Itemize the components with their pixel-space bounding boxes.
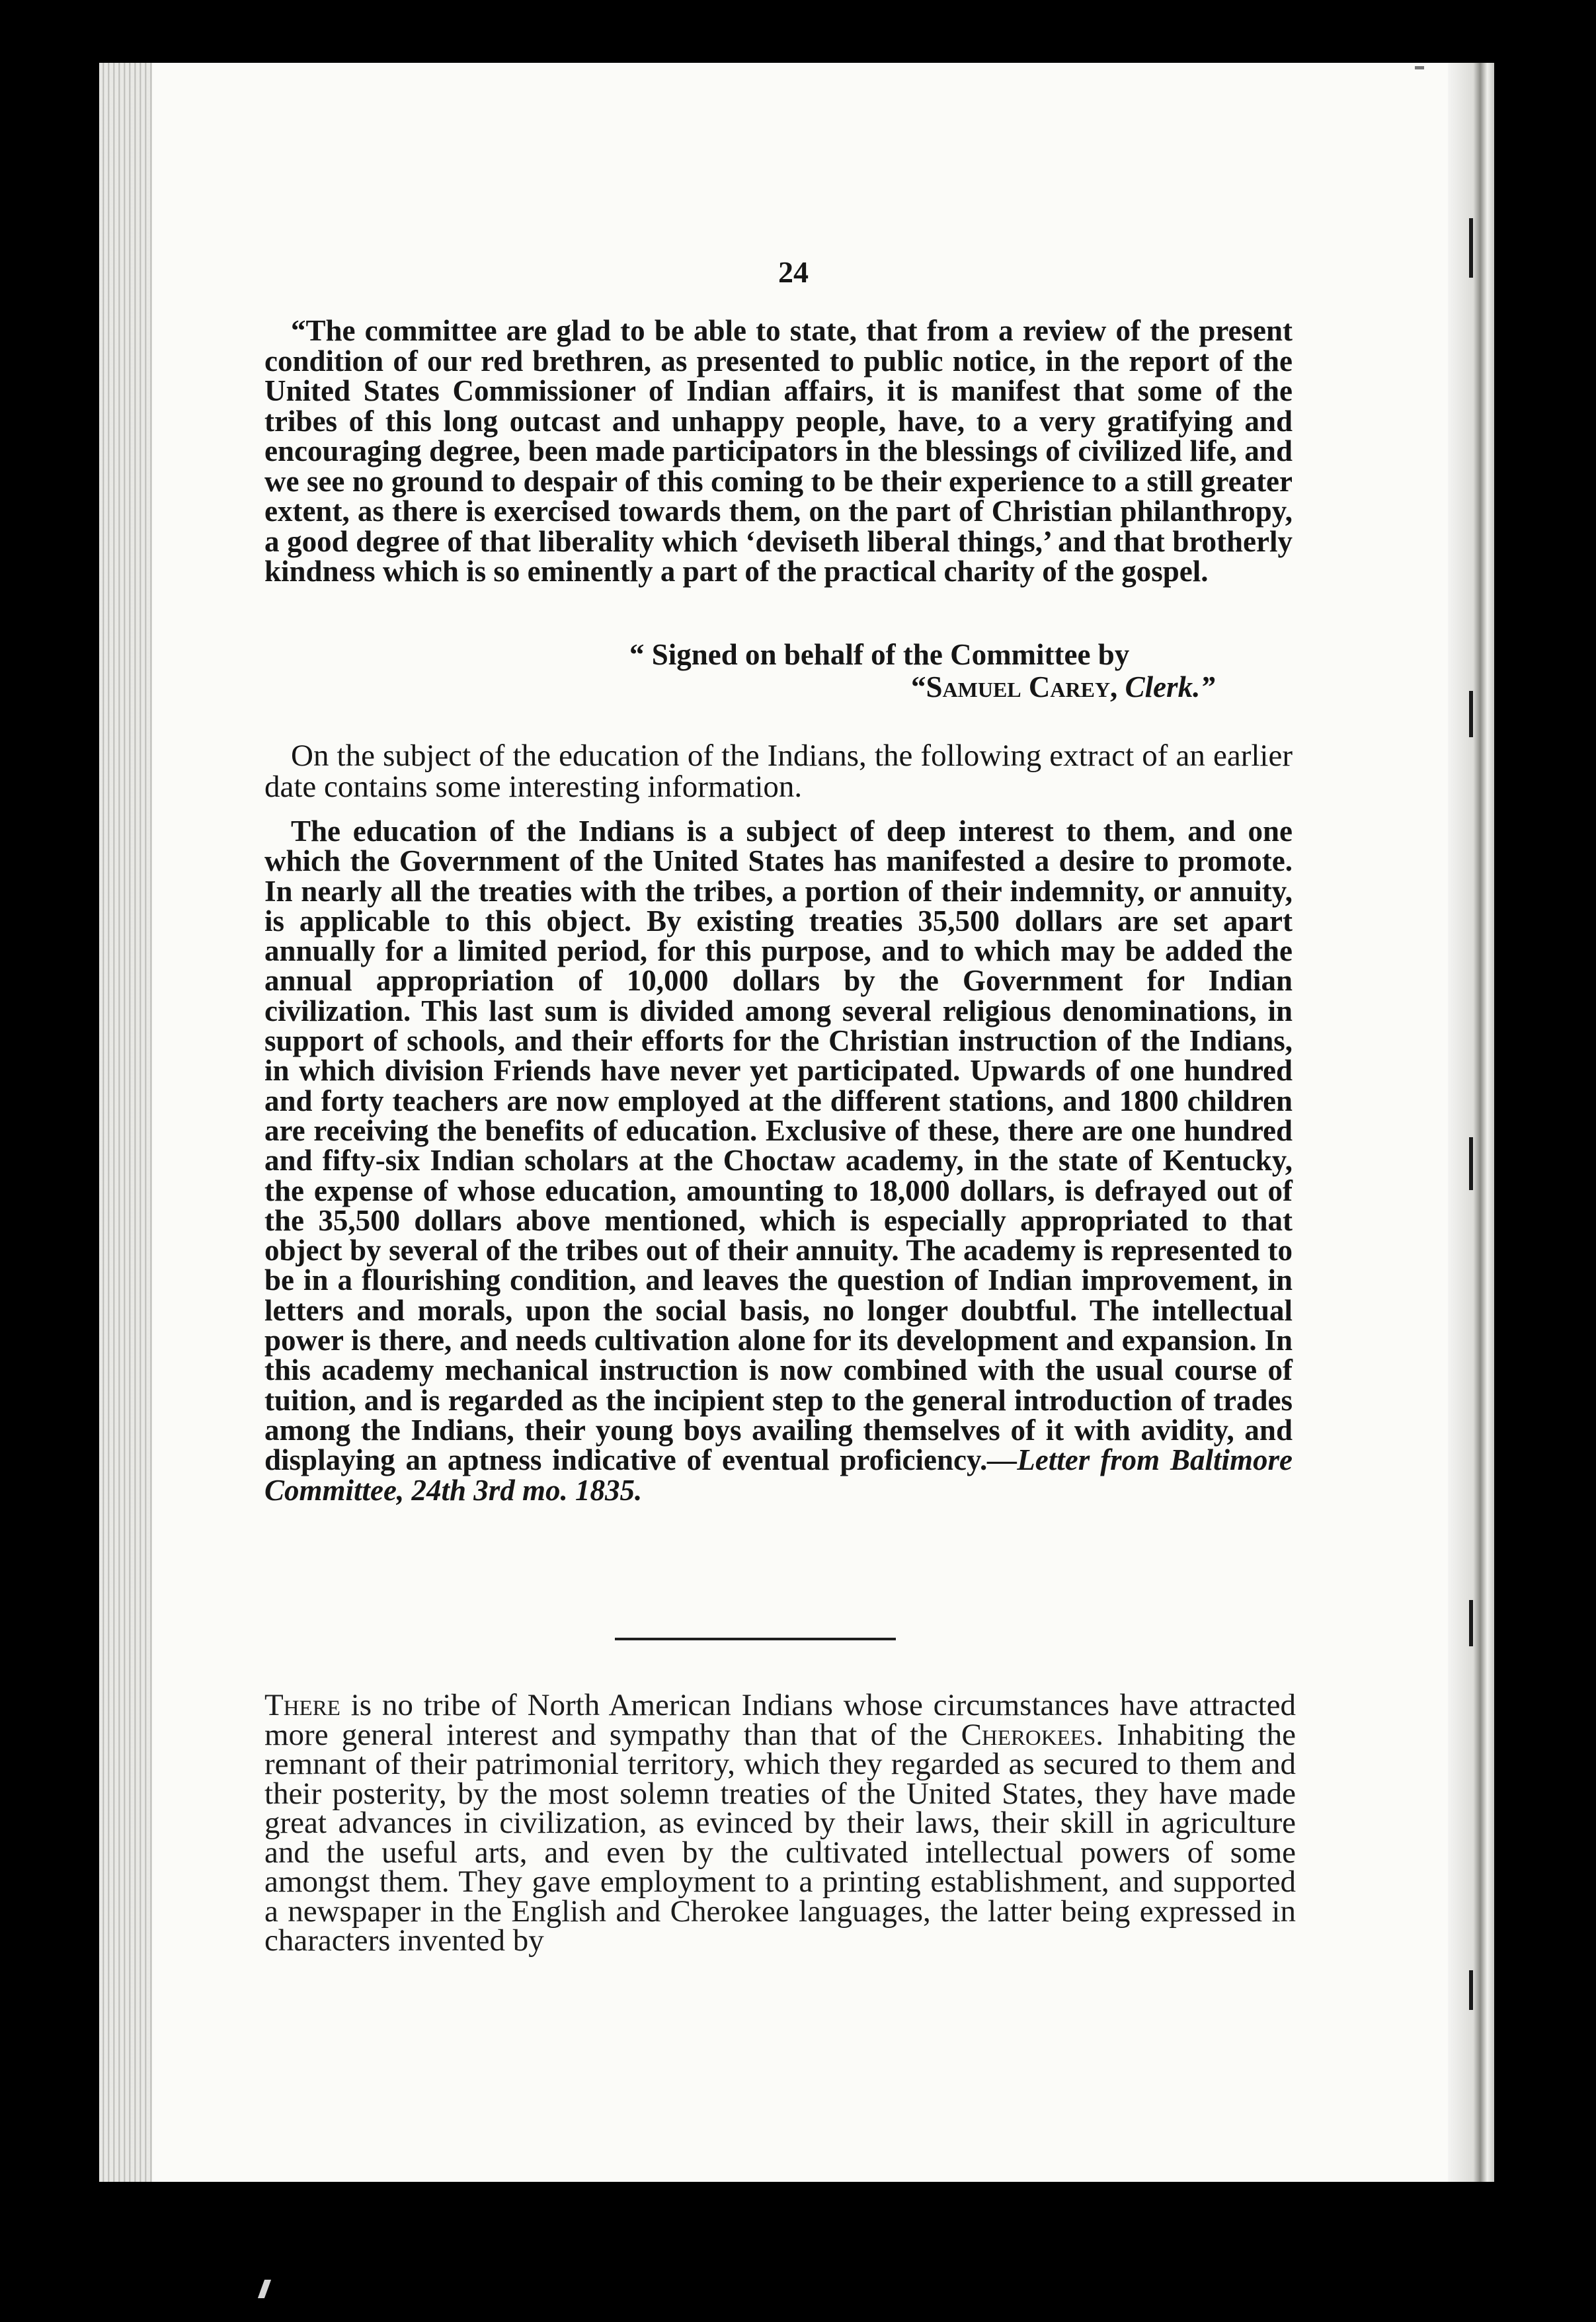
signatory-line — [911, 670, 1215, 704]
education-block — [264, 817, 1293, 1505]
signatory-title: Clerk.” — [1125, 670, 1215, 703]
scan-speck — [1415, 66, 1424, 69]
edge-mark — [1469, 1600, 1473, 1646]
cherokee-text-part-2: Inhabiting the remnant of their patrimonial territory, which they regarded as secured to them and their posterity, by the most solemn treaties of the United States, they have made great advances in civilization, as evinced by their laws, their skill in agriculture and the useful arts, and even by the cultivated intellectual powers of some amongst them. They gave employment to a printing establishment, and supported a newspaper in the English and Cherokee languages, the latter being expressed in characters invented by — [264, 1717, 1296, 1958]
edge-mark — [1469, 218, 1473, 278]
intro-block — [264, 741, 1293, 803]
cherokee-name: Cherokees. — [961, 1717, 1103, 1752]
signatory-name: “Samuel Carey, — [911, 670, 1118, 703]
edge-mark — [1469, 1970, 1473, 2010]
education-extract — [264, 817, 1293, 1505]
edge-mark — [1469, 1137, 1473, 1190]
section-divider — [615, 1638, 896, 1640]
cherokee-lead-word: There — [264, 1688, 340, 1722]
committee-quote-block — [264, 316, 1293, 587]
page-right-edge — [1448, 63, 1494, 2182]
cherokee-text-part-1: is no tribe of North American Indians whose circumstances have attracted more general interest and sympathy than that of the — [264, 1688, 1296, 1752]
book-gutter — [99, 63, 152, 2182]
page-number: 24 — [778, 255, 809, 289]
committee-quote: “The committee are glad to be able to state, that from a review of the present condition of our red brethren, as presented to public notice, in the report of the United States Commissioner of Indian affairs, it is manifest that some of the tribes of this long outcast and unhappy people, have, to a very gratifying and encouraging degree, been made participators in the blessings of civilized life, and we see no ground to despair of this coming to be their experience to a still greater extent, as there is exercised towards them, on the part of Christian philanthropy, a good degree of that liberality which ‘deviseth liberal things,’ and that brotherly kindness which is so eminently a part of the practical charity of the gospel. — [264, 314, 1293, 588]
cherokee-paragraph — [264, 1688, 1296, 1958]
education-citation: —Letter from Baltimore Committee, 24th 3rd mo. 1835. — [264, 1443, 1293, 1507]
edge-mark — [1469, 691, 1473, 737]
cherokee-section — [264, 1688, 1296, 1958]
intro-paragraph: On the subject of the education of the Indians, the following extract of an earlier date contains some interesting information. — [264, 739, 1293, 804]
scan-speck — [258, 2280, 271, 2298]
education-paragraph: The education of the Indians is a subject of deep interest to them, and one which the Government of the United States has manifested a desire to promote. In nearly all the treaties with the tribes, a portion of their indemnity, or annuity, is applicable to this object. By existing treaties 35,500 dollars are set apart annually for a limited period, for this purpose, and to which may be added the annual appropriation of 10,000 dollars by the Government for Indian civilization. This last sum is divided among several religious denominations, in support of schools, and their efforts for the Christian instruction of the Indians, in which division Friends have never yet participated. Upwards of one hundred and forty teachers are now employed at the different stations, and 1800 children are receiving the benefits of education. Exclusive of these, there are one hundred and fifty-six Indian scholars at the Choctaw academy, in the state of Kentucky, the expense of whose education, amounting to 18,000 dollars, is defrayed out of the 35,500 dollars above mentioned, which is especially appropriated to that object by several of the tribes out of their annuity. The academy is represented to be in a flourishing condition, and leaves the question of Indian improvement, in letters and morals, upon the social basis, no longer doubtful. The intellectual power is there, and needs cultivation alone for its development and expansion. In this academy mechanical instruction is now combined with the usual course of tuition, and is regarded as the incipient step to the general introduction of trades among the Indians, their young boys availing themselves of it with avidity, and displaying an aptness indicative of eventual proficiency. — [264, 815, 1293, 1477]
signed-on-behalf-line: “ Signed on behalf of the Committee by — [629, 638, 1130, 671]
